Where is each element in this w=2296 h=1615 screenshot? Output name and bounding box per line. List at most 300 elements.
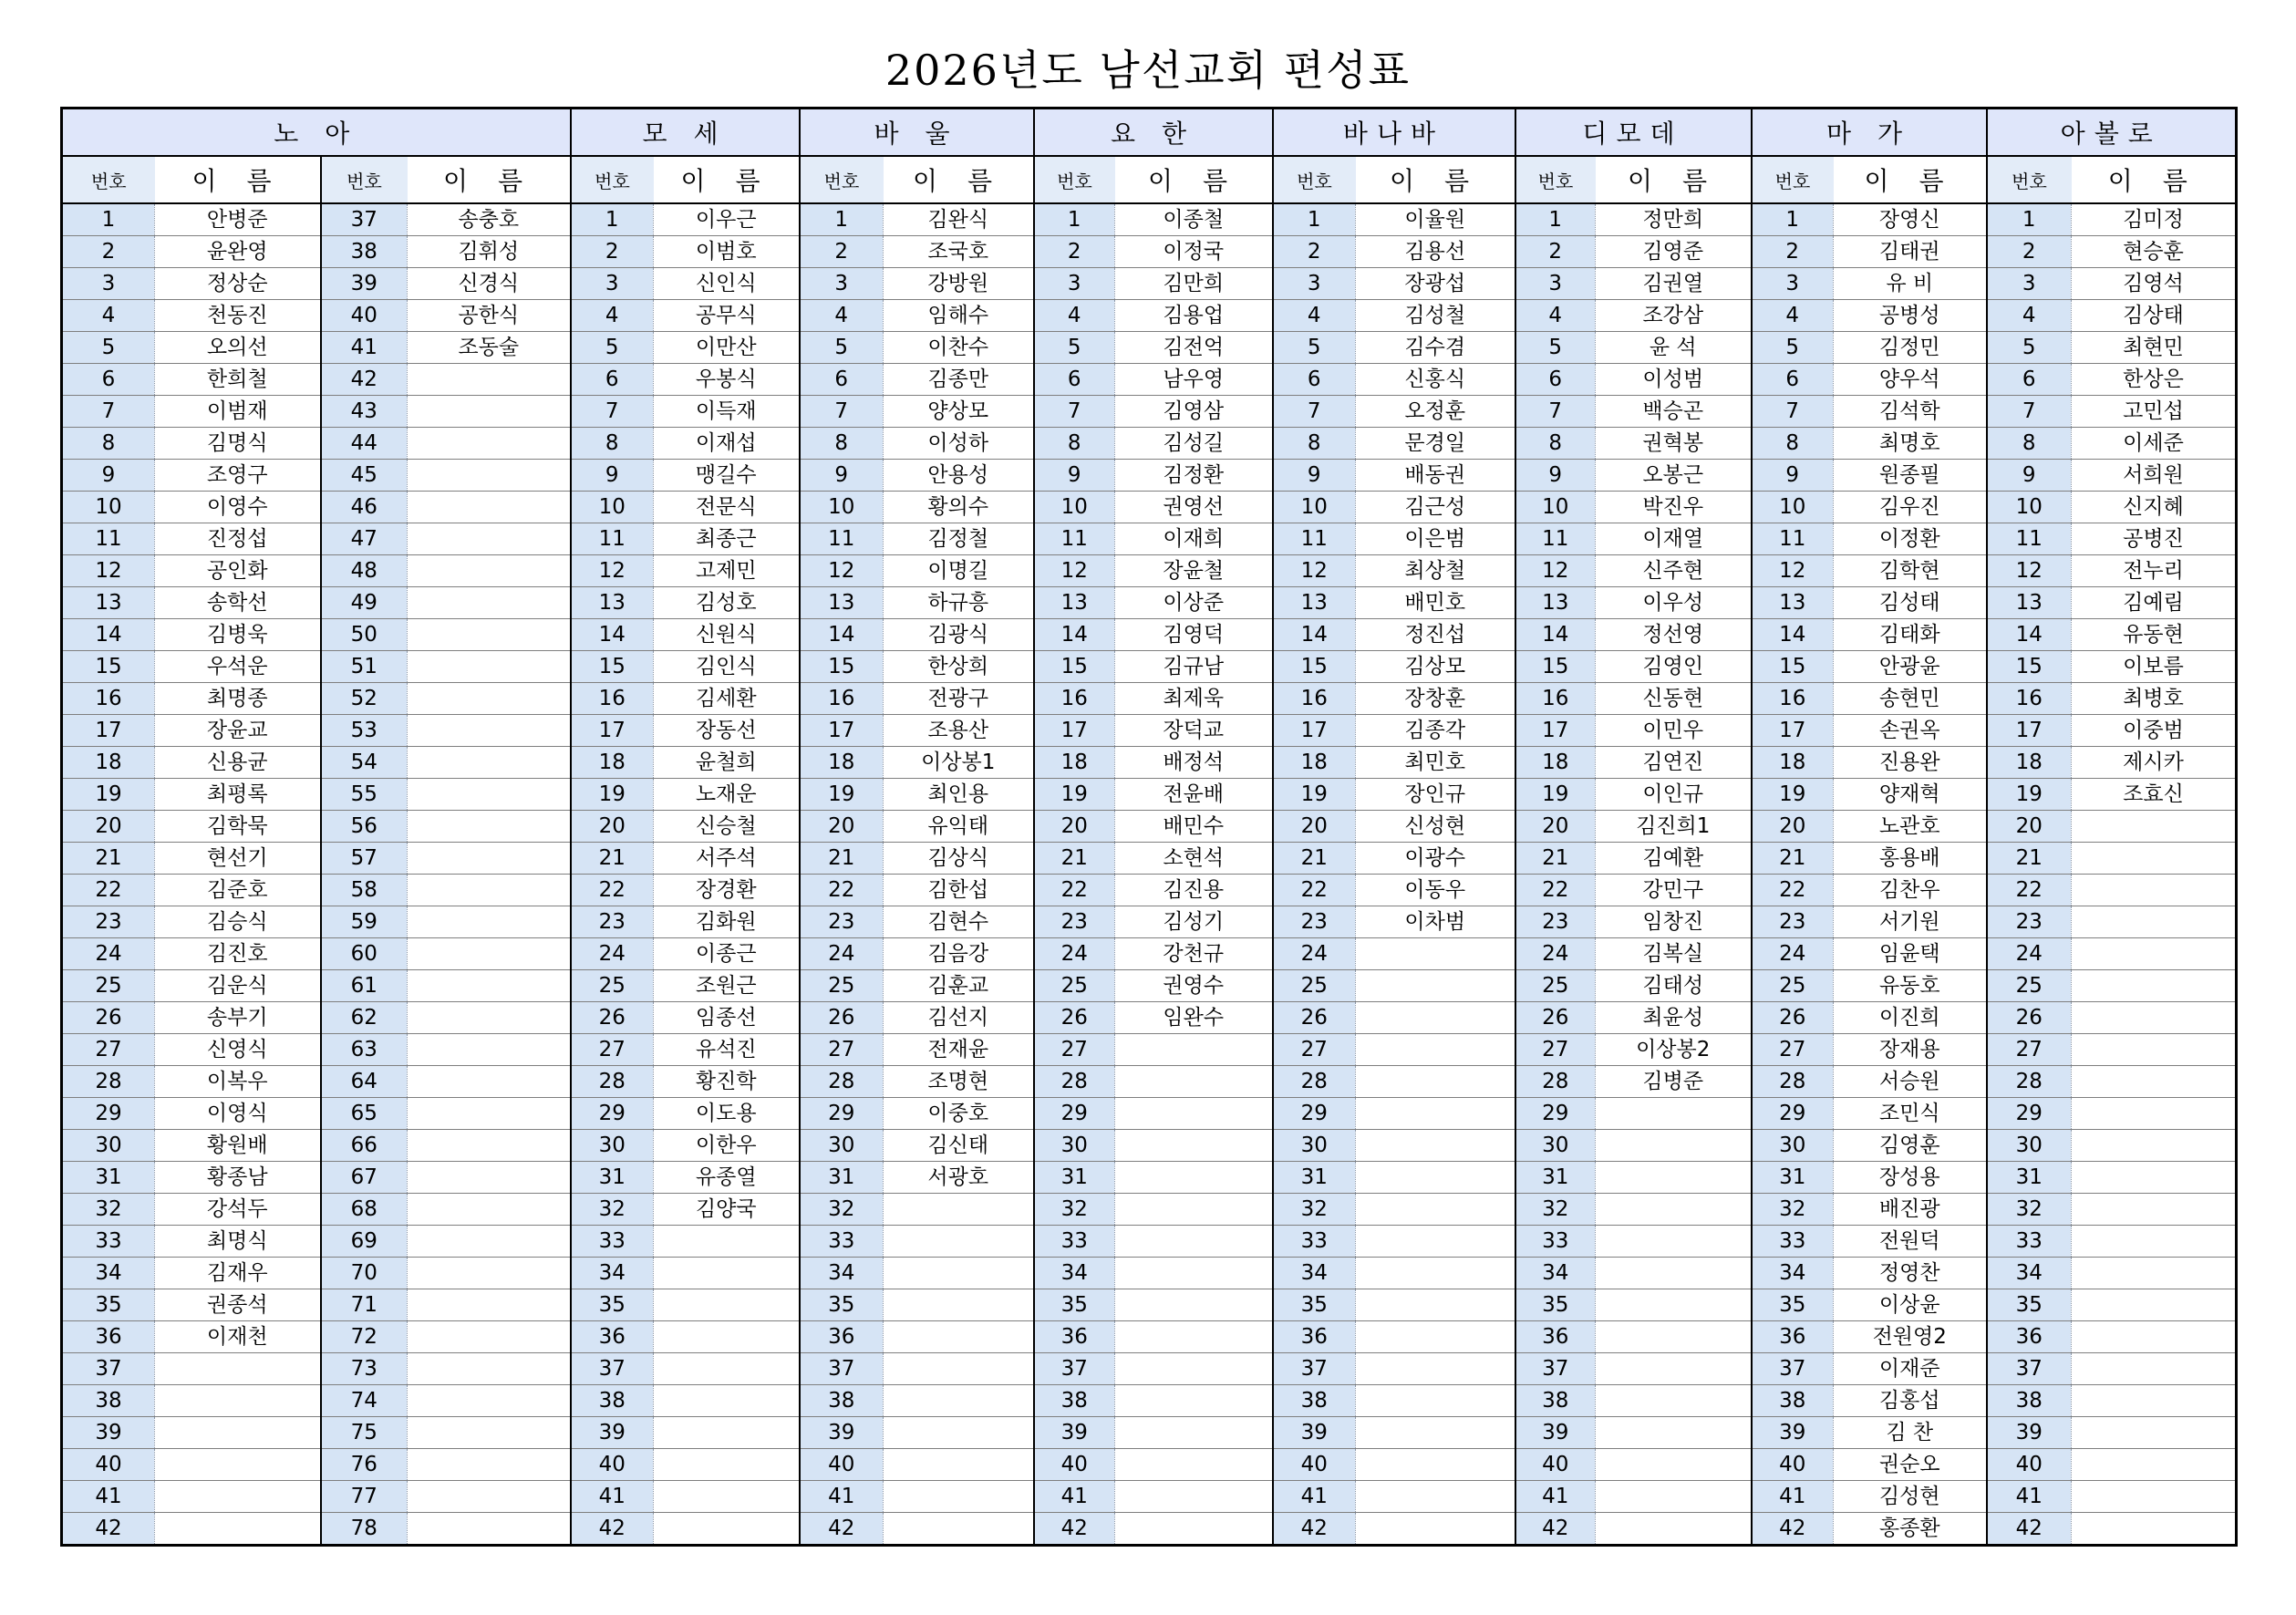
member-name (654, 1321, 800, 1353)
member-name (1596, 1162, 1752, 1194)
member-number: 36 (1515, 1321, 1596, 1353)
member-name (408, 1130, 571, 1162)
member-number: 51 (321, 651, 408, 683)
member-number: 1 (1515, 203, 1596, 236)
member-number: 23 (571, 906, 654, 938)
member-name (1596, 1417, 1752, 1449)
member-name: 황진학 (654, 1066, 800, 1098)
name-header: 이 름 (654, 156, 800, 203)
member-name (1115, 1289, 1273, 1321)
member-number: 13 (1273, 587, 1356, 619)
member-number: 2 (1034, 236, 1115, 268)
member-number: 20 (571, 811, 654, 843)
member-name (1356, 1130, 1515, 1162)
member-number: 30 (1515, 1130, 1596, 1162)
name-header: 이 름 (1115, 156, 1273, 203)
member-name: 김진용 (1115, 875, 1273, 906)
member-number: 33 (1034, 1226, 1115, 1258)
member-number: 4 (62, 300, 155, 332)
member-name: 조민식 (1834, 1098, 1987, 1130)
member-name (1596, 1385, 1752, 1417)
member-number: 42 (1034, 1513, 1115, 1546)
member-number: 40 (62, 1449, 155, 1481)
member-number: 27 (62, 1034, 155, 1066)
member-number: 49 (321, 587, 408, 619)
member-name (2072, 1353, 2237, 1385)
member-name (1356, 1385, 1515, 1417)
member-number: 7 (1752, 396, 1834, 428)
member-name (884, 1194, 1034, 1226)
member-number: 13 (571, 587, 654, 619)
member-name (1115, 1513, 1273, 1546)
member-number: 4 (1034, 300, 1115, 332)
table-row (62, 747, 2237, 779)
member-number: 2 (571, 236, 654, 268)
member-name (408, 1289, 571, 1321)
member-name: 서승원 (1834, 1066, 1987, 1098)
member-number: 41 (1752, 1481, 1834, 1513)
member-number: 1 (62, 203, 155, 236)
member-name (884, 1289, 1034, 1321)
member-number: 35 (1987, 1289, 2072, 1321)
table-row (62, 1194, 2237, 1226)
member-number: 15 (1752, 651, 1834, 683)
member-name: 최종근 (654, 523, 800, 555)
member-name (1115, 1385, 1273, 1417)
member-name: 권종석 (155, 1289, 321, 1321)
member-number: 2 (1515, 236, 1596, 268)
member-name (408, 938, 571, 970)
member-number: 32 (62, 1194, 155, 1226)
member-name (1596, 1258, 1752, 1289)
member-name: 김성태 (1834, 587, 1987, 619)
member-name: 배정석 (1115, 747, 1273, 779)
member-number: 58 (321, 875, 408, 906)
member-number: 35 (800, 1289, 884, 1321)
member-name (408, 1226, 571, 1258)
member-name: 홍종환 (1834, 1513, 1987, 1546)
member-name: 한희철 (155, 364, 321, 396)
member-name (1115, 1258, 1273, 1289)
member-number: 34 (1987, 1258, 2072, 1289)
member-name: 김근성 (1356, 492, 1515, 523)
member-name: 김영삼 (1115, 396, 1273, 428)
member-name: 노재운 (654, 779, 800, 811)
member-number: 72 (321, 1321, 408, 1353)
member-number: 39 (1273, 1417, 1356, 1449)
member-number: 1 (1034, 203, 1115, 236)
member-number: 34 (1752, 1258, 1834, 1289)
member-name: 김상모 (1356, 651, 1515, 683)
member-number: 10 (800, 492, 884, 523)
member-name: 이민우 (1596, 715, 1752, 747)
member-name (1596, 1449, 1752, 1481)
member-number: 34 (1034, 1258, 1115, 1289)
member-number: 40 (1273, 1449, 1356, 1481)
member-name: 백승곤 (1596, 396, 1752, 428)
member-number: 17 (1273, 715, 1356, 747)
member-number: 29 (1987, 1098, 2072, 1130)
member-number: 6 (1273, 364, 1356, 396)
member-name (1115, 1449, 1273, 1481)
member-name: 이찬수 (884, 332, 1034, 364)
member-name: 강민구 (1596, 875, 1752, 906)
member-number: 18 (1515, 747, 1596, 779)
member-number: 17 (800, 715, 884, 747)
member-name: 장윤철 (1115, 555, 1273, 587)
member-name: 김운식 (155, 970, 321, 1002)
member-number: 3 (1752, 268, 1834, 300)
member-number: 29 (800, 1098, 884, 1130)
member-name: 이영식 (155, 1098, 321, 1130)
member-name: 김종각 (1356, 715, 1515, 747)
member-name: 이상윤 (1834, 1289, 1987, 1321)
member-number: 39 (62, 1417, 155, 1449)
member-name: 신경식 (408, 268, 571, 300)
member-number: 34 (62, 1258, 155, 1289)
member-name: 최명호 (1834, 428, 1987, 460)
member-number: 39 (1515, 1417, 1596, 1449)
member-number: 33 (571, 1226, 654, 1258)
member-name (2072, 1258, 2237, 1289)
member-number: 32 (1034, 1194, 1115, 1226)
member-number: 10 (1034, 492, 1115, 523)
member-number: 12 (571, 555, 654, 587)
member-number: 37 (1273, 1353, 1356, 1385)
member-name: 김복실 (1596, 938, 1752, 970)
member-number: 63 (321, 1034, 408, 1066)
member-number: 32 (800, 1194, 884, 1226)
member-number: 19 (1273, 779, 1356, 811)
table-row (62, 332, 2237, 364)
member-name: 이한우 (654, 1130, 800, 1162)
member-number: 31 (1987, 1162, 2072, 1194)
member-number: 52 (321, 683, 408, 715)
member-name: 황의수 (884, 492, 1034, 523)
member-name (408, 587, 571, 619)
member-name: 유동현 (2072, 619, 2237, 651)
member-number: 3 (1515, 268, 1596, 300)
member-name: 김명식 (155, 428, 321, 460)
member-name: 진용완 (1834, 747, 1987, 779)
member-name: 조동술 (408, 332, 571, 364)
member-number: 32 (1987, 1194, 2072, 1226)
member-number: 29 (571, 1098, 654, 1130)
member-number: 22 (1515, 875, 1596, 906)
member-name: 김태화 (1834, 619, 1987, 651)
member-name: 안광윤 (1834, 651, 1987, 683)
member-number: 19 (62, 779, 155, 811)
member-number: 10 (62, 492, 155, 523)
member-number: 21 (1515, 843, 1596, 875)
member-number: 26 (62, 1002, 155, 1034)
member-number: 78 (321, 1513, 408, 1546)
member-number: 10 (1987, 492, 2072, 523)
member-number: 15 (800, 651, 884, 683)
table-row (62, 1353, 2237, 1385)
member-number: 3 (800, 268, 884, 300)
member-number: 25 (800, 970, 884, 1002)
member-name (1596, 1226, 1752, 1258)
member-number: 28 (571, 1066, 654, 1098)
member-number: 6 (571, 364, 654, 396)
member-number: 36 (800, 1321, 884, 1353)
table-row (62, 1226, 2237, 1258)
member-name: 김용업 (1115, 300, 1273, 332)
member-number: 11 (1987, 523, 2072, 555)
member-number: 28 (1515, 1066, 1596, 1098)
member-number: 15 (1034, 651, 1115, 683)
member-name: 전원덕 (1834, 1226, 1987, 1258)
member-number: 33 (1273, 1226, 1356, 1258)
member-name: 배동권 (1356, 460, 1515, 492)
table-row (62, 619, 2237, 651)
member-name (408, 843, 571, 875)
member-name: 조용산 (884, 715, 1034, 747)
member-number: 9 (1752, 460, 1834, 492)
member-name: 김상식 (884, 843, 1034, 875)
member-name (884, 1513, 1034, 1546)
member-name: 문경일 (1356, 428, 1515, 460)
member-number: 13 (1987, 587, 2072, 619)
member-name (2072, 1098, 2237, 1130)
member-number: 24 (571, 938, 654, 970)
member-name (408, 970, 571, 1002)
member-name: 양재혁 (1834, 779, 1987, 811)
member-number: 40 (1987, 1449, 2072, 1481)
member-number: 7 (571, 396, 654, 428)
member-number: 35 (1034, 1289, 1115, 1321)
table-row (62, 970, 2237, 1002)
member-name (2072, 1194, 2237, 1226)
member-number: 28 (1273, 1066, 1356, 1098)
member-name: 최병호 (2072, 683, 2237, 715)
member-name (408, 1258, 571, 1289)
member-name (408, 1449, 571, 1481)
member-name (408, 364, 571, 396)
member-name: 김종만 (884, 364, 1034, 396)
table-row (62, 715, 2237, 747)
member-name: 윤 석 (1596, 332, 1752, 364)
member-number: 31 (1752, 1162, 1834, 1194)
member-name (884, 1417, 1034, 1449)
member-number: 17 (62, 715, 155, 747)
member-name (1356, 1449, 1515, 1481)
member-number: 2 (1987, 236, 2072, 268)
member-number: 3 (62, 268, 155, 300)
member-number: 5 (1515, 332, 1596, 364)
member-name: 전원영2 (1834, 1321, 1987, 1353)
member-number: 38 (1515, 1385, 1596, 1417)
member-number: 24 (1034, 938, 1115, 970)
number-header: 번호 (1752, 156, 1834, 203)
member-number: 33 (1987, 1226, 2072, 1258)
table-row (62, 1513, 2237, 1546)
member-name: 김인식 (654, 651, 800, 683)
member-number: 15 (1515, 651, 1596, 683)
member-number: 29 (62, 1098, 155, 1130)
member-number: 25 (1034, 970, 1115, 1002)
member-name: 서주석 (654, 843, 800, 875)
table-row (62, 203, 2237, 236)
member-number: 14 (1273, 619, 1356, 651)
member-number: 15 (571, 651, 654, 683)
member-name: 신홍식 (1356, 364, 1515, 396)
member-number: 71 (321, 1289, 408, 1321)
member-number: 30 (1034, 1130, 1115, 1162)
table-row (62, 779, 2237, 811)
member-name: 전윤배 (1115, 779, 1273, 811)
member-number: 17 (571, 715, 654, 747)
member-name: 공인화 (155, 555, 321, 587)
member-name: 이명길 (884, 555, 1034, 587)
member-name: 송학선 (155, 587, 321, 619)
member-name (1356, 1194, 1515, 1226)
member-number: 11 (62, 523, 155, 555)
member-name (2072, 1481, 2237, 1513)
member-number: 9 (1987, 460, 2072, 492)
member-number: 19 (800, 779, 884, 811)
name-header: 이 름 (884, 156, 1034, 203)
member-number: 4 (571, 300, 654, 332)
member-number: 53 (321, 715, 408, 747)
member-name: 우석운 (155, 651, 321, 683)
member-number: 6 (1752, 364, 1834, 396)
member-name (1115, 1162, 1273, 1194)
member-number: 19 (571, 779, 654, 811)
member-name: 장광섭 (1356, 268, 1515, 300)
member-name: 안병준 (155, 203, 321, 236)
member-name (408, 1194, 571, 1226)
member-name: 홍용배 (1834, 843, 1987, 875)
member-number: 35 (1273, 1289, 1356, 1321)
member-number: 26 (1273, 1002, 1356, 1034)
member-number: 11 (1752, 523, 1834, 555)
member-name: 고민섭 (2072, 396, 2237, 428)
member-name: 신동현 (1596, 683, 1752, 715)
member-number: 20 (62, 811, 155, 843)
member-number: 8 (800, 428, 884, 460)
member-number: 64 (321, 1066, 408, 1098)
member-name: 김수겸 (1356, 332, 1515, 364)
member-name (654, 1258, 800, 1289)
member-name: 이세준 (2072, 428, 2237, 460)
group-header-row (62, 109, 2237, 157)
member-number: 14 (571, 619, 654, 651)
member-number: 20 (1273, 811, 1356, 843)
member-number: 20 (1034, 811, 1115, 843)
member-number: 18 (800, 747, 884, 779)
table-row (62, 1098, 2237, 1130)
member-number: 2 (800, 236, 884, 268)
member-number: 41 (571, 1481, 654, 1513)
member-number: 22 (1034, 875, 1115, 906)
member-name: 장윤교 (155, 715, 321, 747)
table-row (62, 492, 2237, 523)
member-name: 안용성 (884, 460, 1034, 492)
member-number: 23 (1273, 906, 1356, 938)
table-row (62, 268, 2237, 300)
member-name: 장인규 (1356, 779, 1515, 811)
member-name (1356, 970, 1515, 1002)
member-number: 30 (1987, 1130, 2072, 1162)
member-number: 39 (1987, 1417, 2072, 1449)
member-number: 28 (1987, 1066, 2072, 1098)
table-row (62, 875, 2237, 906)
member-number: 26 (571, 1002, 654, 1034)
member-name: 김전억 (1115, 332, 1273, 364)
table-row (62, 300, 2237, 332)
member-name: 이인규 (1596, 779, 1752, 811)
member-number: 8 (62, 428, 155, 460)
table-row (62, 1289, 2237, 1321)
member-number: 69 (321, 1226, 408, 1258)
name-header: 이 름 (155, 156, 321, 203)
member-number: 40 (1515, 1449, 1596, 1481)
member-name: 장창훈 (1356, 683, 1515, 715)
member-name: 이우성 (1596, 587, 1752, 619)
number-header: 번호 (321, 156, 408, 203)
member-number: 32 (1515, 1194, 1596, 1226)
member-name: 전재윤 (884, 1034, 1034, 1066)
member-name: 김태권 (1834, 236, 1987, 268)
member-number: 33 (800, 1226, 884, 1258)
member-number: 6 (1987, 364, 2072, 396)
member-name: 이복우 (155, 1066, 321, 1098)
member-name: 김영인 (1596, 651, 1752, 683)
member-name (884, 1226, 1034, 1258)
member-number: 38 (62, 1385, 155, 1417)
member-number: 35 (571, 1289, 654, 1321)
member-name: 소현석 (1115, 843, 1273, 875)
table-row (62, 683, 2237, 715)
member-number: 9 (1034, 460, 1115, 492)
member-name (408, 715, 571, 747)
member-number: 20 (1987, 811, 2072, 843)
member-number: 24 (1273, 938, 1356, 970)
member-number: 35 (1752, 1289, 1834, 1321)
member-name: 이재열 (1596, 523, 1752, 555)
member-name: 김성길 (1115, 428, 1273, 460)
member-number: 27 (1752, 1034, 1834, 1066)
member-name: 최인용 (884, 779, 1034, 811)
member-number: 2 (62, 236, 155, 268)
member-name: 이중범 (2072, 715, 2237, 747)
name-header: 이 름 (408, 156, 571, 203)
member-name (1356, 1066, 1515, 1098)
member-name (408, 1321, 571, 1353)
member-number: 41 (62, 1481, 155, 1513)
member-number: 2 (1752, 236, 1834, 268)
member-number: 16 (1273, 683, 1356, 715)
member-name: 김성기 (1115, 906, 1273, 938)
member-name (654, 1353, 800, 1385)
member-number: 34 (800, 1258, 884, 1289)
member-name (1356, 1002, 1515, 1034)
member-number: 42 (571, 1513, 654, 1546)
member-number: 20 (1752, 811, 1834, 843)
table-row (62, 811, 2237, 843)
member-name: 최상철 (1356, 555, 1515, 587)
member-number: 7 (1987, 396, 2072, 428)
member-name: 전광구 (884, 683, 1034, 715)
member-name (884, 1353, 1034, 1385)
member-number: 27 (1515, 1034, 1596, 1066)
member-name: 이우근 (654, 203, 800, 236)
member-name: 김준호 (155, 875, 321, 906)
member-name: 신성현 (1356, 811, 1515, 843)
member-name (1356, 1353, 1515, 1385)
